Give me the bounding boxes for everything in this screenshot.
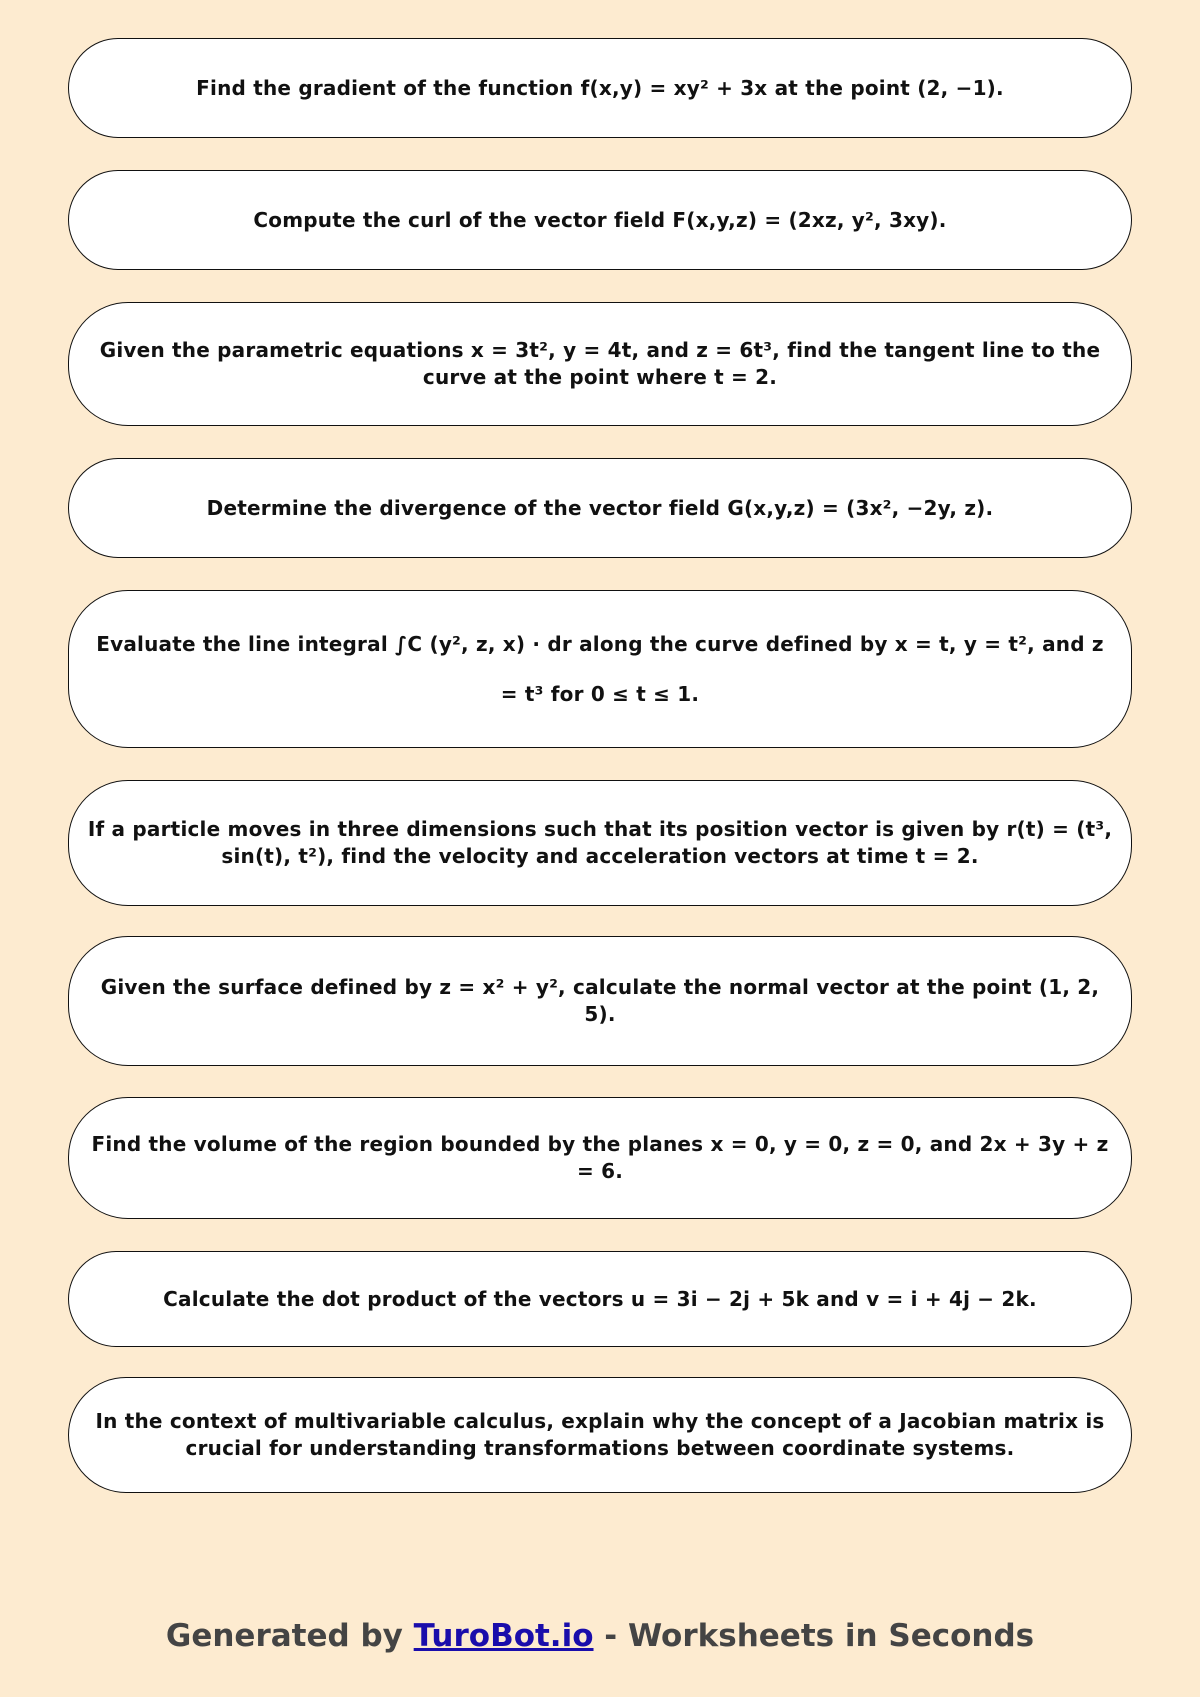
question-text-1: Find the gradient of the function f(x,y) = xy² + 3x at the point (2, −1). bbox=[196, 75, 1004, 100]
question-card-3 bbox=[68, 302, 1132, 426]
question-text-4: Determine the divergence of the vector field G(x,y,z) = (3x², −2y, z). bbox=[206, 495, 994, 520]
turobot-link[interactable]: TuroBot.io bbox=[413, 1618, 594, 1654]
question-card-8 bbox=[68, 1097, 1132, 1219]
question-text-2: Compute the curl of the vector field F(x,y,z) = (2xz, y², 3xy). bbox=[253, 207, 947, 232]
footer bbox=[0, 1618, 1200, 1654]
question-card-4 bbox=[68, 458, 1132, 558]
question-text-7: Given the surface defined by z = x² + y², calculate the normal vector at the point (1, 2, 5). bbox=[100, 975, 1100, 1026]
question-card-6 bbox=[68, 780, 1132, 906]
question-card-10 bbox=[68, 1377, 1132, 1493]
footer-prefix: Generated by bbox=[165, 1618, 414, 1654]
question-card-2 bbox=[68, 170, 1132, 270]
question-card-1 bbox=[68, 38, 1132, 138]
question-text-3: Given the parametric equations x = 3t², y = 4t, and z = 6t³, find the tangent line to the curve at the point where t = 2. bbox=[99, 338, 1101, 389]
question-card-9 bbox=[68, 1251, 1132, 1347]
question-text-9: Calculate the dot product of the vectors u = 3i − 2j + 5k and v = i + 4j − 2k. bbox=[163, 1286, 1037, 1311]
question-text-8: Find the volume of the region bounded by the planes x = 0, y = 0, z = 0, and 2x + 3y + z = 6. bbox=[91, 1132, 1109, 1183]
question-card-7 bbox=[68, 936, 1132, 1066]
question-text-6: If a particle moves in three dimensions such that its position vector is given by r(t) = (t³, sin(t), t²), find the velocity and acceleration vectors at time t = 2. bbox=[87, 817, 1113, 868]
question-text-10: In the context of multivariable calculus, explain why the concept of a Jacobian matrix is crucial for understanding transformations between coordinate systems. bbox=[95, 1409, 1105, 1460]
question-card-5 bbox=[68, 590, 1132, 748]
question-text-5: Evaluate the line integral ∫C (y², z, x) · dr along the curve defined by x = t, y = t², and z = t³ for 0 ≤ t ≤ 1. bbox=[96, 632, 1104, 706]
footer-suffix: - Worksheets in Seconds bbox=[593, 1618, 1035, 1654]
